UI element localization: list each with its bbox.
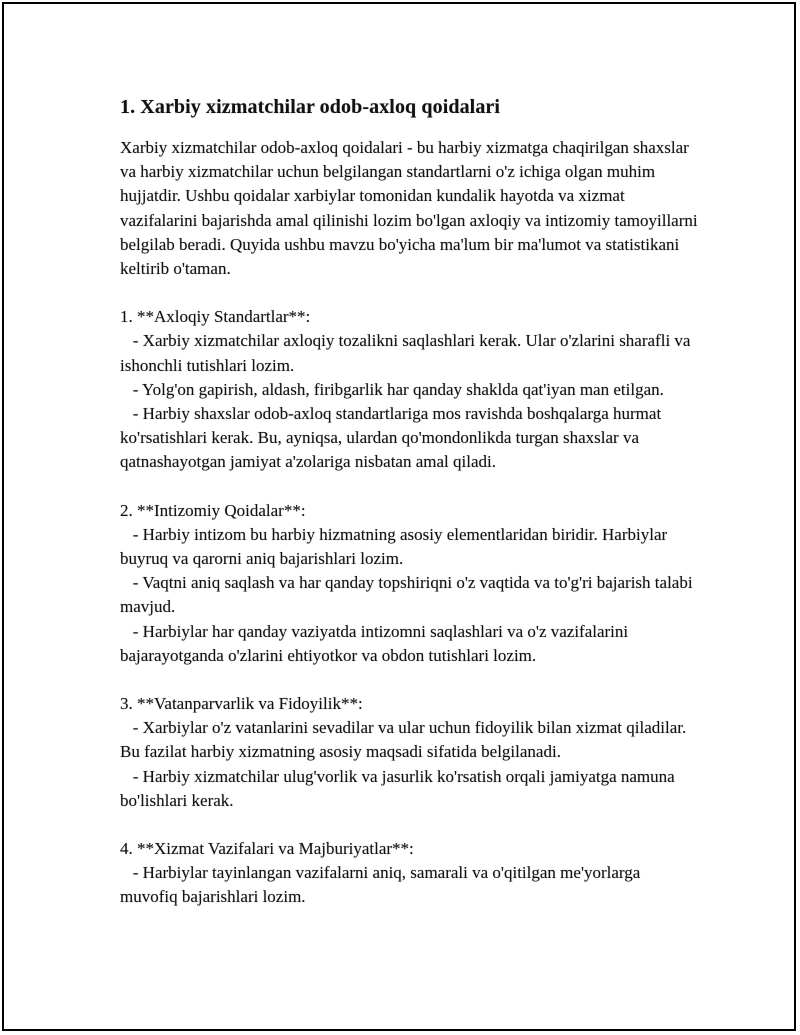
list-item-text: - Harbiy shaxslar odob-axloq standartlariga mos ravishda boshqalarga hurmat ko'rsatishlari kerak. Bu, ayniqsa, ulardan qo'mondonlikda turgan shaxslar va qatnashayotgan jamiyat a'zolariga nisbatan amal qiladi.	[120, 404, 662, 472]
list-item-text: - Xarbiy xizmatchilar axloqiy tozalikni saqlashlari kerak. Ular o'zlarini sharafli va ishonchli tutishlari lozim.	[120, 331, 691, 375]
list-item-text: - Harbiy intizom bu harbiy hizmatning asosiy elementlaridan biridir. Harbiylar buyruq va qarorni aniq bajarishlari lozim.	[120, 524, 668, 569]
list-item-text: - Vaqtni aniq saqlash va har qanday topshiriqni o'z vaqtida va to'g'ri bajarish talabi mavjud.	[120, 573, 693, 617]
section-heading: 1. **Axloqiy Standartlar**:	[120, 307, 311, 327]
list-item-text: - Harbiy xizmatchilar ulug'vorlik va jasurlik ko'rsatish orqali jamiyatga namuna bo'lishlari kerak.	[120, 766, 675, 810]
section-heading: 4. **Xizmat Vazifalari va Majburiyatlar**:	[120, 839, 414, 859]
section-heading: 2. **Intizomiy Qoidalar**:	[120, 500, 306, 520]
list-item-text: - Harbiylar tayinlangan vazifalarni aniq, samarali va o'qitilgan me'yorlarga muvofiq bajarishlari lozim.	[120, 863, 641, 907]
section-vatanparvarlik	[120, 692, 700, 813]
list-item	[120, 402, 700, 475]
list-item	[120, 861, 700, 909]
list-item-text: - Harbiylar har qanday vaziyatda intizomni saqlashlari va o'z vazifalarini bajarayotganda o'zlarini ehtiyotkor va obdon tutishlari lozim.	[120, 621, 629, 665]
section-heading: 3. **Vatanparvarlik va Fidoyilik**:	[120, 694, 363, 714]
page-frame	[2, 2, 796, 1031]
document-body	[120, 92, 700, 910]
list-item	[120, 620, 700, 668]
document-title: 1. Xarbiy xizmatchilar odob-axloq qoidalari	[120, 96, 501, 118]
list-item	[120, 523, 700, 571]
section-intizomiy-qoidalar	[120, 499, 700, 668]
list-item	[120, 571, 700, 619]
section-xizmat-vazifalari	[120, 837, 700, 910]
intro-paragraph: Xarbiy xizmatchilar odob-axloq qoidalari - bu harbiy xizmatga chaqirilgan shaxslar va harbiy xizmatchilar uchun belgilangan standartlarni o'z ichiga olgan muhim hujjatdir. Ushbu qoidalar xarbiylar tomonidan kundalik hayotda va xizmat vazifalarini bajarishda amal qilinishi lozim bo'lgan axloqiy va intizomiy tamoyillarni belgilab beradi. Quyida ushbu mavzu bo'yicha ma'lum bir ma'lumot va statistikani keltirib o'taman.	[120, 138, 698, 279]
list-item-text: - Yolg'on gapirish, aldash, firibgarlik har qanday shaklda qat'iyan man etilgan.	[132, 379, 664, 399]
section-axloqiy-standartlar	[120, 305, 700, 474]
list-item	[120, 716, 700, 764]
list-item	[120, 329, 700, 377]
list-item	[120, 378, 700, 402]
list-item-text: - Xarbiylar o'z vatanlarini sevadilar va ular uchun fidoyilik bilan xizmat qiladilar. Bu fazilat harbiy xizmatning asosiy maqsadi sifatida belgilanadi.	[120, 718, 687, 762]
list-item	[120, 765, 700, 813]
